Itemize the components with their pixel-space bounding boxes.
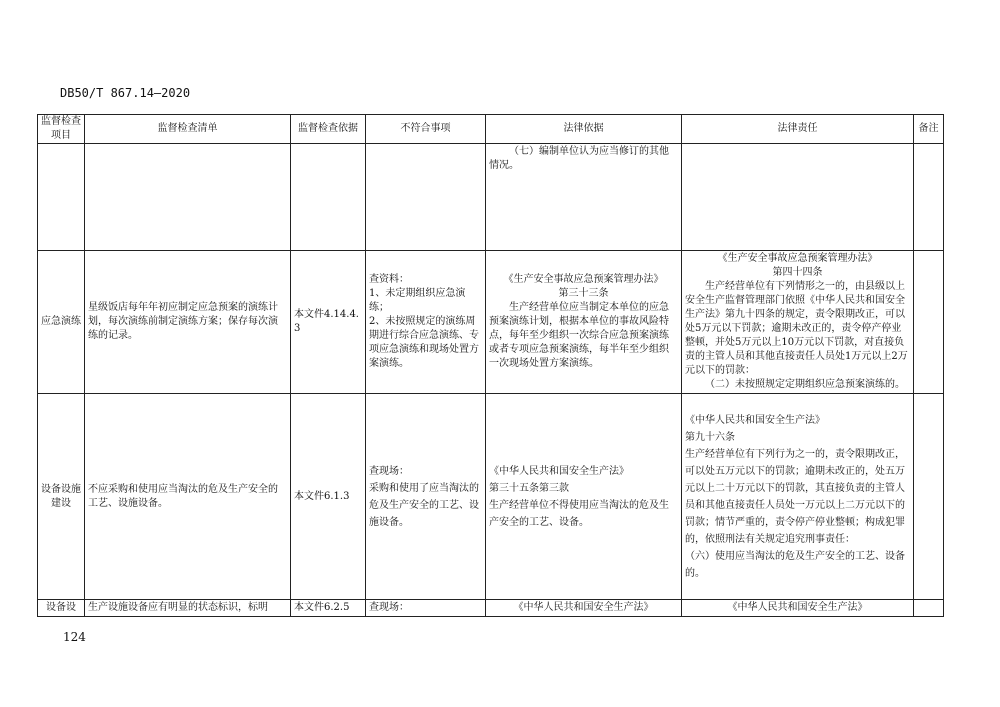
cell-checklist: 不应采购和使用应当淘汰的危及生产安全的工艺、设施设备。 bbox=[85, 394, 291, 600]
cell-checklist: 生产设施设备应有明显的状态标识，标明 bbox=[85, 600, 291, 617]
table-row bbox=[38, 251, 944, 394]
table-row bbox=[38, 144, 944, 251]
cell-basis: 本文件6.1.3 bbox=[291, 394, 366, 600]
law-title: 《中华人民共和国安全生产法》 bbox=[685, 414, 825, 426]
law-article: 第九十六条 bbox=[685, 431, 735, 443]
table-row bbox=[38, 394, 944, 600]
col-header-liability: 法律责任 bbox=[682, 115, 914, 144]
inspection-table bbox=[37, 114, 944, 617]
cell-basis: 本文件4.14.4.3 bbox=[291, 251, 366, 394]
table-header-row bbox=[38, 115, 944, 144]
cell-legal-basis bbox=[486, 394, 682, 600]
col-header-basis: 监督检查依据 bbox=[291, 115, 366, 144]
law-title: 《生产安全事故应急预案管理办法》 bbox=[717, 253, 878, 264]
col-header-checklist: 监督检查清单 bbox=[85, 115, 291, 144]
noncompliance-line: 2、未按照规定的演练周期进行综合应急演练、专项应急演练和现场处置方案演练。 bbox=[369, 316, 479, 369]
cell-legal-basis bbox=[486, 251, 682, 394]
cell-noncompliance: 查现场： bbox=[366, 600, 486, 617]
table-row bbox=[38, 600, 944, 617]
cell-noncompliance bbox=[366, 251, 486, 394]
cell-liability: 《中华人民共和国安全生产法》 bbox=[682, 600, 914, 617]
cell-checklist: 星级饭店每年年初应制定应急预案的演练计划，每次演练前制定演练方案；保存每次演练的记录。 bbox=[85, 251, 291, 394]
cell-item: 设备设 bbox=[38, 600, 85, 617]
col-header-noncompliance: 不符合事项 bbox=[366, 115, 486, 144]
noncompliance-line: 查资料： bbox=[369, 274, 409, 285]
cell-item: 设备设施建设 bbox=[38, 394, 85, 600]
cell-legal-basis bbox=[486, 144, 682, 251]
col-header-item: 监督检查项目 bbox=[38, 115, 85, 144]
cell-remark bbox=[914, 144, 944, 251]
document-code: DB50/T 867.14—2020 bbox=[60, 86, 191, 100]
cell-liability bbox=[682, 251, 914, 394]
cell-liability bbox=[682, 144, 914, 251]
law-text: 生产经营单位不得使用应当淘汰的危及生产安全的工艺、设备。 bbox=[489, 499, 669, 528]
cell-checklist bbox=[85, 144, 291, 251]
col-header-remark: 备注 bbox=[914, 115, 944, 144]
law-article: 第三十三条 bbox=[558, 288, 609, 299]
cell-remark bbox=[914, 251, 944, 394]
law-article: 第四十四条 bbox=[772, 267, 823, 278]
law-item: （六）使用应当淘汰的危及生产安全的工艺、设备的。 bbox=[685, 550, 905, 579]
law-title: 《中华人民共和国安全生产法》 bbox=[489, 465, 629, 477]
law-title: 《生产安全事故应急预案管理办法》 bbox=[503, 274, 664, 285]
noncompliance-line: 采购和使用了应当淘汰的危及生产安全的工艺、设施设备。 bbox=[369, 482, 479, 528]
cell-noncompliance bbox=[366, 144, 486, 251]
law-text: 生产经营单位有下列行为之一的，责令限期改正，可以处五万元以下的罚款；逾期未改正的，处五万元以上二十万元以下的罚款，其直接负责的主管人员和其他直接责任人员处一万元以上二万元以下的罚款；情节严重的，责令停产停业整顿；构成犯罪的，依照刑法有关规定追究刑事责任： bbox=[685, 448, 905, 545]
cell-basis: 本文件6.2.5 bbox=[291, 600, 366, 617]
noncompliance-line: 查现场： bbox=[369, 465, 409, 477]
col-header-legal-basis: 法律依据 bbox=[486, 115, 682, 144]
cell-liability bbox=[682, 394, 914, 600]
noncompliance-line: 1、未定期组织应急演练； bbox=[369, 288, 466, 313]
cell-legal-basis: 《中华人民共和国安全生产法》 bbox=[486, 600, 682, 617]
cell-noncompliance bbox=[366, 394, 486, 600]
law-text: 生产经营单位有下列情形之一的，由县级以上安全生产监督管理部门依照《中华人民共和国安全生产法》第九十四条的规定，责令限期改正，可以处5万元以下罚款；逾期未改正的，责令停产停业整顿，并处5万元以上10万元以下罚款，对直接负责的主管人员和其他直接责任人员处1万元以上2万元以下的罚款： bbox=[685, 281, 908, 376]
law-article: 第三十五条第三款 bbox=[489, 482, 569, 494]
cell-item: 应急演练 bbox=[38, 251, 85, 394]
cell-basis bbox=[291, 144, 366, 251]
cell-remark bbox=[914, 394, 944, 600]
legal-basis-text: （七）编制单位认为应当修订的其他情况。 bbox=[489, 146, 669, 171]
cell-item bbox=[38, 144, 85, 251]
cell-remark bbox=[914, 600, 944, 617]
page-number: 124 bbox=[63, 630, 86, 644]
law-text: 生产经营单位应当制定本单位的应急预案演练计划，根据本单位的事故风险特点，每年至少组织一次综合应急预案演练或者专项应急预案演练，每半年至少组织一次现场处置方案演练。 bbox=[489, 302, 669, 369]
law-item: （二）未按照规定定期组织应急预案演练的。 bbox=[705, 379, 905, 390]
